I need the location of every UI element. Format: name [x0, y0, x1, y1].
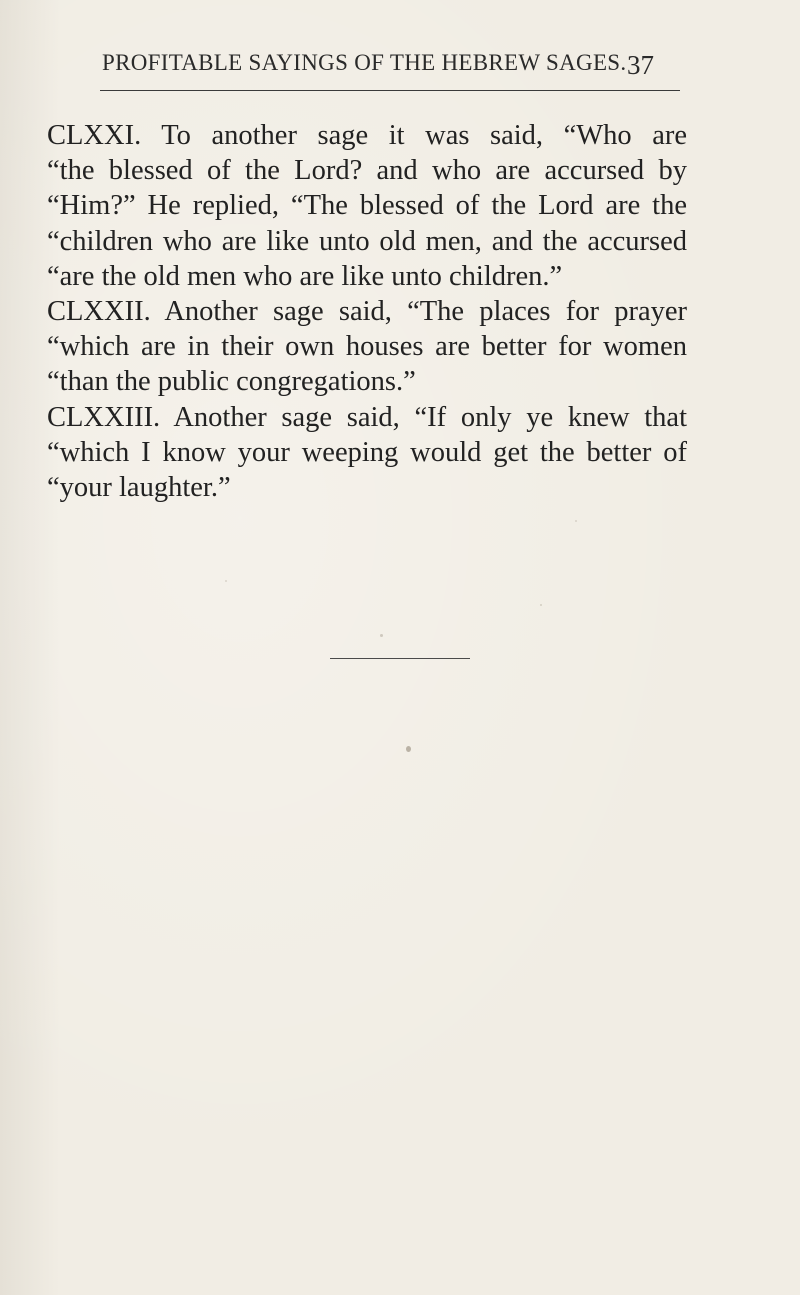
paper-speck — [540, 604, 542, 606]
paragraph-clxxi — [47, 118, 687, 294]
text-line: “are the old men who are like unto children.” — [47, 260, 563, 292]
running-head: PROFITABLE SAYINGS OF THE HEBREW SAGES. — [102, 50, 627, 75]
end-rule — [330, 658, 470, 659]
text-line: “your laughter.” — [47, 472, 231, 504]
text-line: CLXXII. Another sage said, “The places for prayer — [47, 296, 687, 328]
text-line: “than the public congregations.” — [47, 366, 416, 398]
paper-speck — [225, 580, 227, 582]
paper-speck — [406, 746, 411, 752]
paper-speck — [380, 634, 383, 637]
body-text — [47, 118, 687, 505]
text-line: “which I know your weeping would get the better of — [47, 436, 687, 468]
text-line: CLXXIII. Another sage said, “If only ye knew that — [47, 401, 687, 433]
page-header — [0, 50, 800, 82]
paragraph-clxxii — [47, 294, 687, 400]
page-number: 37 — [627, 50, 654, 80]
text-line: “Him?” He replied, “The blessed of the Lord are the — [47, 190, 687, 222]
text-line: “which are in their own houses are better for women — [47, 331, 687, 363]
text-line: “the blessed of the Lord? and who are accursed by — [47, 155, 687, 187]
paragraph-clxxiii — [47, 400, 687, 506]
text-line: CLXXI. To another sage it was said, “Who are — [47, 120, 687, 151]
text-line: “children who are like unto old men, and the accursed — [47, 225, 687, 257]
paper-speck — [575, 520, 577, 522]
header-rule — [100, 90, 680, 91]
